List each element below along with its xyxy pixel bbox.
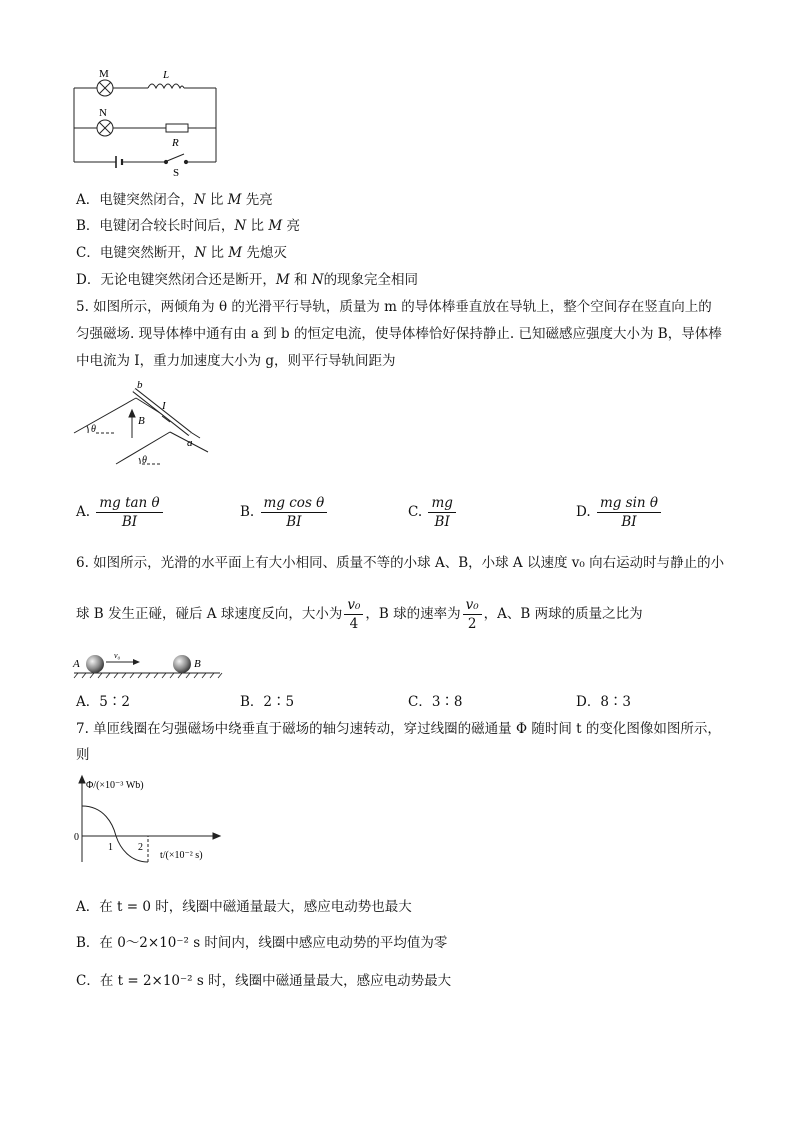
graph-origin: 0 [74,832,79,843]
q5-stem-line-3: 中电流为 I，重力加速度大小为 g，则平行导轨间距为 [76,353,396,369]
graph-x-label: t/(×10⁻² s) [160,850,203,861]
incline-rails-figure [66,376,211,466]
q6-stem-line-1: 6. 如图所示，光滑的水平面上有大小相同、质量不等的小球 A、B，小球 A 以速度 v₀ 向右运动时与静止的小 [76,555,725,571]
ball-b-label: B [194,658,201,670]
circuit-diagram [66,66,226,178]
switch-label: S [173,167,180,178]
ball-b [173,655,191,673]
q6-option-d: D．8∶3 [576,694,632,710]
graph-y-label: Φ/(×10⁻³ Wb) [86,780,144,791]
inductor-label: L [163,69,170,81]
angle-theta-bottom: θ [142,455,147,466]
q5-option-d: D. $\frac{\text{mg sin θ}}{BI}$ [576,494,663,531]
q7-stem-line-2: 则 [76,747,90,763]
angle-theta-top: θ [91,424,96,435]
flux-time-graph [70,774,230,868]
rail-end-b: b [137,379,143,391]
velocity-v0-label: v₀ [114,651,121,660]
q4-option-d: D．无论电键突然闭合还是断开，M 和 N的现象完全相同 [76,272,419,288]
q6-option-b: B．2∶5 [240,694,295,710]
q4-option-c: C．电键突然断开，N 比 M 先熄灭 [76,245,287,261]
q7-option-c: C．在 t = 2×10⁻² s 时，线圈中磁通量最大，感应电动势最大 [76,973,452,989]
resistor-label: R [172,137,179,149]
q4-option-a: A．电键突然闭合，N 比 M 先亮 [76,192,273,208]
lamp-m-label: M [99,68,109,80]
q6-stem-line-2: 球 B 发生正碰，碰后 A 球速度反向，大小为 $\frac{\text{v₀}}{4}$ ，B 球的速率为 $\frac{\text{v₀}}{2}$ ，A、B 两球的质量之比为 [76,597,643,632]
q5-stem-line-2: 匀强磁场. 现导体棒中通有由 a 到 b 的恒定电流，使导体棒恰好保持静止. 已知磁感应强度大小为 B，导体棒 [76,326,722,342]
field-b-label: B [138,415,145,427]
q7-option-a: A．在 t = 0 时，线圈中磁通量最大，感应电动势也最大 [76,899,412,915]
graph-tick-2: 2 [138,842,143,853]
rail-end-a: a [187,437,193,449]
q5-option-a: A. $\frac{\text{mg tan θ}}{BI}$ [76,494,165,531]
q5-option-c: C. $\frac{mg}{BI}$ [408,494,458,531]
q5-option-b: B. $\frac{\text{mg cos θ}}{BI}$ [240,494,329,531]
ball-a-label: A [73,658,80,670]
q4-option-b: B．电键闭合较长时间后，N 比 M 亮 [76,218,300,234]
q6-option-a: A．5∶2 [76,694,130,710]
lamp-n-label: N [99,107,107,119]
q7-option-b: B．在 0～2×10⁻² s 时间内，线圈中感应电动势的平均值为零 [76,935,448,951]
flux-curve [82,806,148,862]
q6-option-c: C．3∶8 [408,694,463,710]
q7-stem-line-1: 7. 单匝线圈在匀强磁场中绕垂直于磁场的轴匀速转动，穿过线圈的磁通量 Φ 随时间 t 的变化图像如图所示， [76,721,721,737]
current-i-label: I [162,400,166,412]
collision-figure [70,648,225,680]
graph-tick-1: 1 [108,842,113,853]
q5-stem-line-1: 5. 如图所示，两倾角为 θ 的光滑平行导轨，质量为 m 的导体棒垂直放在导轨上，整个空间存在竖直向上的 [76,299,712,315]
ball-a [86,655,104,673]
